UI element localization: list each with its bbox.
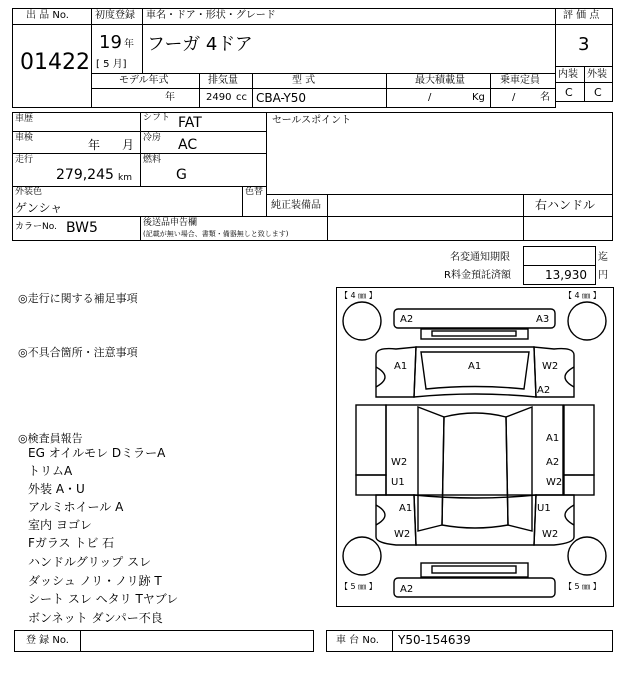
inspector-line: 室内 ヨゴレ xyxy=(28,518,92,532)
docs-note: (記載が無い場合、書類・備器無しと致します) xyxy=(143,230,289,238)
chassis-label: 車 台 No. xyxy=(336,635,379,646)
damage-mark: A2 xyxy=(400,314,414,325)
genuine-equip-label: 純正装備品 xyxy=(271,200,321,211)
type-label: 型 式 xyxy=(292,75,316,86)
defects-label: ◎不具合箇所・注意事項 xyxy=(18,346,138,359)
car-damage-diagram xyxy=(336,287,614,607)
max-load-unit: Kg xyxy=(472,92,485,103)
exterior-color-label: 外装色 xyxy=(15,187,43,197)
max-load-label: 最大積載量 xyxy=(415,75,465,86)
car-name-label: 車名・ドア・形状・グレード xyxy=(146,10,276,21)
damage-mark: W2 xyxy=(391,457,408,468)
first-reg-label: 初度登録 xyxy=(95,10,135,21)
displacement-value: 2490 xyxy=(206,92,232,103)
wheel-front-left xyxy=(343,302,381,340)
sales-point-label: セールスポイント xyxy=(272,115,352,126)
inspector-line: ダッシュ ノリ・ノリ跡 T xyxy=(28,574,162,588)
chassis-value: Y50-154639 xyxy=(398,633,471,647)
tire-depth-rear-right: 【 5 ㎜ 】 xyxy=(564,582,601,591)
color-no-value: BW5 xyxy=(66,220,98,236)
lot-number: 01422 xyxy=(20,50,90,75)
damage-mark: U1 xyxy=(537,503,551,514)
rear-bumper xyxy=(394,578,555,597)
model-year-label: モデル年式 xyxy=(119,75,169,86)
interior-label: 内装 xyxy=(558,69,578,80)
inspector-line: ボンネット ダンパー不良 xyxy=(28,611,163,625)
first-reg-year: 19 xyxy=(99,32,122,53)
damage-mark: A3 xyxy=(536,314,550,325)
docs-label: 後送品申告欄 xyxy=(143,218,198,228)
model-year-unit: 年 xyxy=(165,92,175,103)
name-change-label: 名変通知期限 xyxy=(450,252,510,263)
recycle-value: 13,930 xyxy=(545,268,587,282)
damage-mark: W2 xyxy=(546,477,563,488)
inspector-line: シート スレ ヘタリ Tヤブレ xyxy=(28,592,179,606)
max-load-sep: / xyxy=(428,92,432,103)
name-change-value-box xyxy=(523,246,596,266)
inspector-line: EG オイルモレ DミラーA xyxy=(28,446,166,460)
exterior-color-value: ゲンシャ xyxy=(15,201,63,215)
shift-label: シフト xyxy=(143,113,171,123)
name-change-unit: 迄 xyxy=(598,252,608,263)
fuel-label: 燃料 xyxy=(143,155,162,165)
mileage-label: 走行 xyxy=(15,155,34,165)
fuel-value: G xyxy=(176,167,187,183)
front-bumper xyxy=(394,309,555,328)
damage-mark: W2 xyxy=(542,361,559,372)
mileage-value: 279,245 xyxy=(56,167,114,183)
tire-depth-front-left: 【 4 ㎜ 】 xyxy=(340,291,377,300)
exterior-label: 外装 xyxy=(587,69,607,80)
damage-mark: A2 xyxy=(546,457,560,468)
damage-mark: A1 xyxy=(546,433,560,444)
tire-depth-front-right: 【 4 ㎜ 】 xyxy=(564,291,601,300)
damage-mark: A1 xyxy=(394,361,408,372)
history-label: 車歴 xyxy=(15,114,34,124)
ac-value: AC xyxy=(178,137,198,153)
inspector-label: ◎検査員報告 xyxy=(18,432,83,445)
recycle-label: R料金預託済額 xyxy=(444,270,511,281)
inspection-month-unit: 月 xyxy=(122,138,135,152)
lot-label: 出 品 No. xyxy=(26,10,69,21)
inspector-line: 外装 A・U xyxy=(28,482,85,496)
inspector-line: ハンドルグリップ スレ xyxy=(28,555,152,569)
car-name: フーガ 4ドア xyxy=(147,34,253,55)
damage-mark: A1 xyxy=(468,361,482,372)
damage-mark: W2 xyxy=(542,529,559,540)
tire-depth-rear-left: 【 5 ㎜ 】 xyxy=(340,582,377,591)
grade-value: 3 xyxy=(578,34,590,55)
recycle-unit: 円 xyxy=(598,270,608,281)
displacement-unit: cc xyxy=(236,92,247,103)
shift-value: FAT xyxy=(178,115,202,131)
ac-label: 冷房 xyxy=(143,133,162,143)
inspector-line: アルミホイール A xyxy=(28,500,124,514)
mileage-unit: km xyxy=(118,173,132,183)
reg-no-label: 登 録 No. xyxy=(26,635,69,646)
grade-label: 評 価 点 xyxy=(563,10,600,21)
exterior-grade: C xyxy=(594,86,602,99)
wheel-rear-left xyxy=(343,537,381,575)
displacement-label: 排気量 xyxy=(208,75,238,86)
color-no-label: カラーNo. xyxy=(15,222,57,232)
interior-grade: C xyxy=(565,86,573,99)
damage-mark: U1 xyxy=(391,477,405,488)
type-value: CBA-Y50 xyxy=(256,91,307,105)
wheel-front-right xyxy=(568,302,606,340)
damage-mark: W2 xyxy=(394,529,411,540)
steering-value: 右ハンドル xyxy=(535,198,596,212)
damage-mark: A1 xyxy=(399,503,413,514)
inspection-year-unit: 年 xyxy=(88,138,101,152)
inspector-line: Fガラス トビ 石 xyxy=(28,536,115,550)
color-change-label: 色替 xyxy=(245,187,264,197)
inspector-line: トリムA xyxy=(28,464,73,478)
first-reg-month: [ 5 月] xyxy=(96,59,127,70)
driving-notes-label: ◎走行に関する補足事項 xyxy=(18,292,138,305)
damage-mark: A2 xyxy=(537,385,551,396)
capacity-sep: / xyxy=(512,92,516,103)
year-unit: 年 xyxy=(124,39,134,50)
damage-mark: A2 xyxy=(400,584,414,595)
capacity-unit: 名 xyxy=(540,92,550,103)
inspection-label: 車検 xyxy=(15,133,34,143)
wheel-rear-right xyxy=(568,537,606,575)
capacity-label: 乗車定員 xyxy=(500,75,540,86)
